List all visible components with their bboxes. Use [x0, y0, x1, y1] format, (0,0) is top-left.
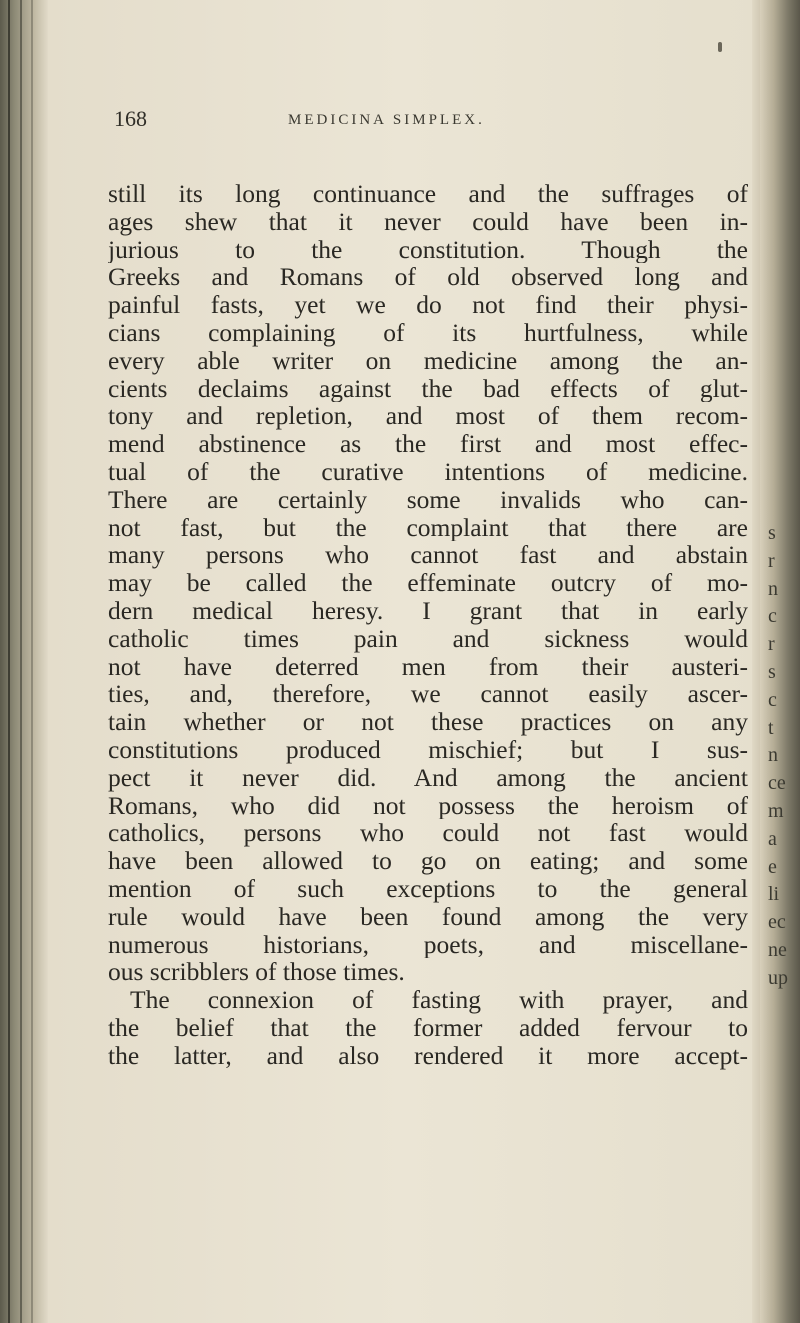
text-line: not fast, but the complaint that there are: [108, 513, 748, 542]
text-line: mend abstinence as the first and most effec-: [108, 430, 748, 458]
binding-rule: [31, 0, 33, 1323]
text-line: The connexion of fasting with prayer, and: [130, 986, 748, 1014]
binding-rule: [20, 0, 22, 1323]
facing-glyph: r: [768, 633, 775, 656]
page-header: [48, 106, 748, 136]
facing-glyph: s: [768, 522, 776, 544]
text-line: the belief that the former added fervour to: [108, 1013, 748, 1042]
text-line: tain whether or not these practices on any: [108, 708, 748, 736]
text-line: rule would have been found among the very: [108, 902, 748, 931]
text-line: catholic times pain and sickness would: [108, 624, 748, 653]
text-line: catholics, persons who could not fast would: [108, 819, 748, 848]
facing-glyph: n: [768, 577, 778, 600]
text-line: numerous historians, poets, and miscellane-: [108, 930, 748, 959]
facing-glyph: ce: [768, 772, 786, 795]
facing-glyph: li: [768, 883, 780, 906]
text-line: mention of such exceptions to the general: [108, 874, 748, 903]
binding-rule: [8, 0, 10, 1323]
page-number: 168: [114, 106, 147, 131]
text-line: painful fasts, yet we do not find their physi-: [108, 291, 748, 319]
facing-glyph: a: [768, 827, 777, 850]
facing-glyph: up: [768, 966, 788, 989]
text-line: constitutions produced mischief; but I sus-: [108, 735, 748, 764]
text-line: dern medical heresy. I grant that in early: [108, 596, 748, 625]
facing-glyph: e: [768, 855, 777, 878]
text-line: ages shew that it never could have been in-: [108, 207, 748, 236]
text-line: many persons who cannot fast and abstain: [108, 541, 748, 570]
text-line: Greeks and Romans of old observed long and: [108, 263, 748, 292]
text-line: tony and repletion, and most of them recom-: [108, 402, 748, 431]
text-line: still its long continuance and the suffrages of: [108, 180, 748, 208]
text-line: Romans, who did not possess the heroism of: [108, 791, 748, 820]
facing-glyph: c: [768, 688, 777, 711]
ink-mark: [718, 42, 722, 52]
text-line: have been allowed to go on eating; and some: [108, 847, 748, 875]
text-line: not have deterred men from their austeri-: [108, 652, 748, 681]
book-page: [48, 0, 760, 1323]
running-head: MEDICINA SIMPLEX.: [288, 112, 485, 128]
text-line: ties, and, therefore, we cannot easily ascer-: [108, 680, 748, 709]
facing-page-fragments: [768, 520, 796, 993]
text-line: ous scribblers of those times.: [108, 958, 405, 987]
text-line: cians complaining of its hurtfulness, while: [108, 318, 748, 347]
text-line: There are certainly some invalids who can-: [108, 485, 748, 514]
text-line: jurious to the constitution. Though the: [108, 235, 748, 264]
text-line: may be called the effeminate outcry of mo-: [108, 569, 748, 597]
facing-glyph: m: [768, 799, 784, 822]
binding-gutter-left: [0, 0, 48, 1323]
text-line: cients declaims against the bad effects of glut-: [108, 374, 748, 403]
facing-glyph: ec: [768, 911, 786, 934]
text-line: pect it never did. And among the ancient: [108, 763, 748, 792]
facing-glyph: ne: [768, 938, 787, 961]
facing-glyph: r: [768, 549, 775, 572]
facing-glyph: t: [768, 716, 774, 739]
body-text: [108, 180, 748, 1070]
text-line: tual of the curative intentions of medicine.: [108, 457, 748, 486]
facing-glyph: c: [768, 605, 777, 628]
text-line: the latter, and also rendered it more accept-: [108, 1041, 748, 1070]
text-line: every able writer on medicine among the an-: [108, 346, 748, 375]
facing-glyph: s: [768, 660, 776, 683]
facing-glyph: n: [768, 744, 778, 767]
